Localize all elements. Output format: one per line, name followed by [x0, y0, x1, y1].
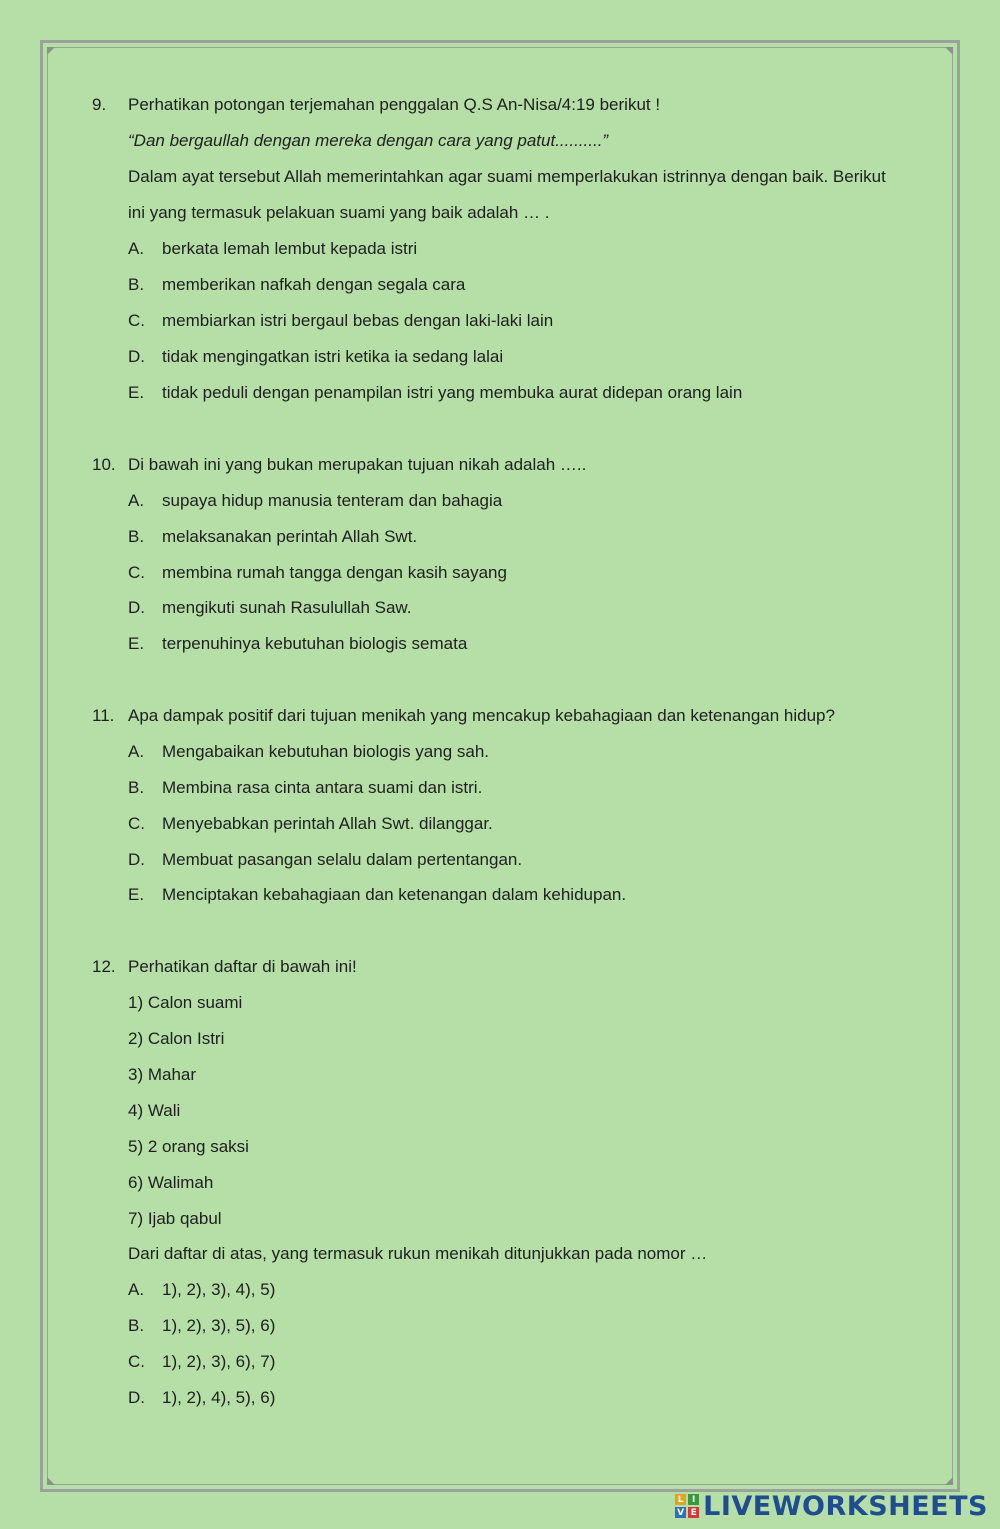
- corner-ornament-bottom-left: [47, 1477, 55, 1485]
- option-letter: D.: [128, 347, 145, 366]
- list-item: 7) Ijab qabul: [128, 1209, 222, 1228]
- question-text: Dalam ayat tersebut Allah memerintahkan agar suami memperlakukan istrinnya dengan baik. Berikut: [128, 167, 886, 186]
- option-text: berkata lemah lembut kepada istri: [162, 239, 418, 258]
- option-letter: B.: [128, 1316, 145, 1335]
- question-text: ini yang termasuk pelakuan suami yang baik adalah … .: [128, 203, 550, 222]
- option-letter: C.: [128, 311, 145, 330]
- option-text: tidak mengingatkan istri ketika ia sedang lalai: [162, 347, 504, 366]
- option-text: memberikan nafkah dengan segala cara: [162, 275, 466, 294]
- option-text: Mengabaikan kebutuhan biologis yang sah.: [162, 742, 490, 761]
- corner-ornament-top-left: [47, 47, 55, 55]
- option-letter: E.: [128, 383, 145, 402]
- option-text: 1), 2), 4), 5), 6): [162, 1388, 276, 1407]
- logo-tile: V: [675, 1507, 686, 1518]
- option-text: mengikuti sunah Rasulullah Saw.: [162, 598, 412, 617]
- option-letter: A.: [128, 491, 145, 510]
- option-letter: A.: [128, 239, 145, 258]
- logo-tile: E: [688, 1507, 699, 1518]
- option-text: Menciptakan kebahagiaan dan ketenangan dalam kehidupan.: [162, 885, 627, 904]
- option-letter: D.: [128, 598, 145, 617]
- option-letter: B.: [128, 778, 145, 797]
- option-letter: C.: [128, 1352, 145, 1371]
- question-number: 12.: [92, 957, 116, 976]
- option-letter: D.: [128, 850, 145, 869]
- list-item: 3) Mahar: [128, 1065, 197, 1084]
- option-text: Menyebabkan perintah Allah Swt. dilanggar.: [162, 814, 493, 833]
- option-letter: B.: [128, 275, 145, 294]
- option-text: tidak peduli dengan penampilan istri yang membuka aurat didepan orang lain: [162, 383, 743, 402]
- question-number: 11.: [92, 706, 115, 725]
- logo-text: LIVEWORKSHEETS: [703, 1490, 988, 1522]
- option-text: supaya hidup manusia tenteram dan bahagia: [162, 491, 503, 510]
- list-item: 1) Calon suami: [128, 993, 243, 1012]
- question-text: Apa dampak positif dari tujuan menikah yang mencakup kebahagiaan dan ketenangan hidup?: [128, 706, 835, 725]
- logo-tile: L: [675, 1494, 686, 1505]
- question-text: Di bawah ini yang bukan merupakan tujuan nikah adalah …..: [128, 455, 587, 474]
- option-text: Membuat pasangan selalu dalam pertentangan.: [162, 850, 523, 869]
- option-letter: E.: [128, 885, 145, 904]
- option-letter: B.: [128, 527, 145, 546]
- option-text: membina rumah tangga dengan kasih sayang: [162, 563, 507, 582]
- question-number: 10.: [92, 455, 116, 474]
- list-item: 6) Walimah: [128, 1173, 214, 1192]
- liveworksheets-logo[interactable]: [675, 1490, 988, 1522]
- list-item: 5) 2 orang saksi: [128, 1137, 249, 1156]
- option-text: terpenuhinya kebutuhan biologis semata: [162, 634, 468, 653]
- list-item: 2) Calon Istri: [128, 1029, 225, 1048]
- option-text: Membina rasa cinta antara suami dan istri.: [162, 778, 483, 797]
- option-letter: C.: [128, 563, 145, 582]
- question-text: Perhatikan potongan terjemahan penggalan Q.S An-Nisa/4:19 berikut !: [128, 95, 661, 114]
- option-text: melaksanakan perintah Allah Swt.: [162, 527, 418, 546]
- option-text: 1), 2), 3), 6), 7): [162, 1352, 276, 1371]
- page-frame-inner: [47, 47, 953, 1485]
- logo-tile: I: [688, 1494, 699, 1505]
- option-text: membiarkan istri bergaul bebas dengan laki-laki lain: [162, 311, 554, 330]
- question-text: Perhatikan daftar di bawah ini!: [128, 957, 357, 976]
- option-letter: C.: [128, 814, 145, 833]
- option-letter: D.: [128, 1388, 145, 1407]
- question-number: 9.: [92, 95, 107, 114]
- list-item: 4) Wali: [128, 1101, 181, 1120]
- option-text: 1), 2), 3), 5), 6): [162, 1316, 276, 1335]
- option-letter: A.: [128, 742, 145, 761]
- option-letter: A.: [128, 1280, 145, 1299]
- option-text: 1), 2), 3), 4), 5): [162, 1280, 276, 1299]
- corner-ornament-top-right: [945, 47, 953, 55]
- question-text: Dari daftar di atas, yang termasuk rukun menikah ditunjukkan pada nomor …: [128, 1244, 708, 1263]
- corner-ornament-bottom-right: [945, 1477, 953, 1485]
- logo-icon: [675, 1494, 699, 1518]
- option-letter: E.: [128, 634, 145, 653]
- quran-quote: “Dan bergaullah dengan mereka dengan cara yang patut..........”: [128, 131, 609, 150]
